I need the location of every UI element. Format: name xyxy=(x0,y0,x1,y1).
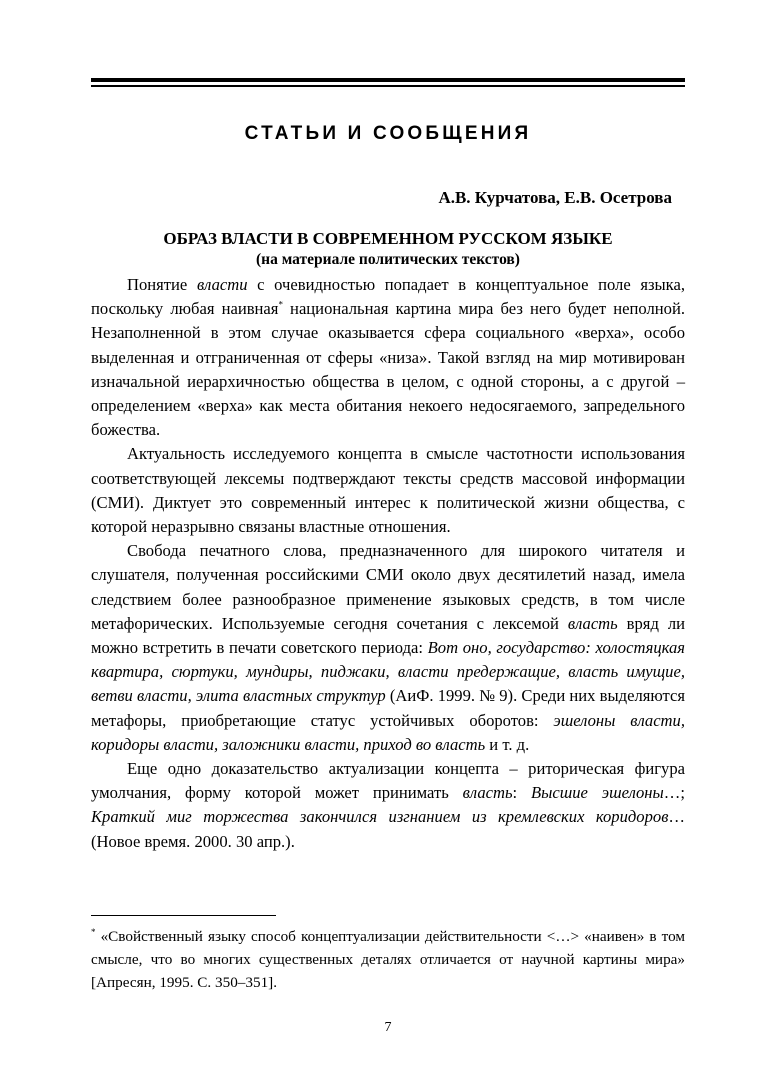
text-run: с очевидностью попадает в концептуальное поле языка, поскольку любая наивная xyxy=(91,275,685,319)
text-run: (АиФ. 1999. № 9). Среди них выделяются метафоры, приобретающие статус устойчивых оборотов: xyxy=(91,686,685,730)
footnote-separator xyxy=(91,915,276,916)
italic-examples: эшелоны власти, коридоры власти, заложники власти, приход во власть xyxy=(91,710,685,754)
text-run: Еще одно доказательство актуализации концепта – риторическая фигура умолчания, форму которой может принимать xyxy=(91,759,685,803)
text-run: Понятие xyxy=(127,275,197,294)
footnote-mark: * xyxy=(91,926,96,937)
footnote-text: «Свойственный языку способ концептуализации действительности <…> «наивен» в том смысле, что во многих существенных деталях отличается от научной картины мира» [Апресян, 1995. С. 350–351]. xyxy=(91,928,685,991)
article-authors: А.В. Курчатова, Е.В. Осетрова xyxy=(438,188,672,207)
paragraph-4 xyxy=(91,757,685,854)
footnote-marker: * xyxy=(278,299,283,310)
text-run: … (Новое время. 2000. 30 апр.). xyxy=(91,807,685,851)
italic-term: власть xyxy=(462,783,513,803)
paragraph-3 xyxy=(91,539,685,757)
article-body xyxy=(91,273,685,854)
text-run: : xyxy=(512,783,531,803)
text-run: вряд ли можно встретить в печати советского периода: xyxy=(91,613,685,658)
text-run: национальная картина мира без него будет неполной. Незаполненной в этом случае оказывается сфера социального «верха», особо выделенная и отграниченная от сферы «низа». Такой взгляд на мир мотивирован изначальной иерархичностью общества в целом, с одной стороны, а с другой – определением «верха» как места обитания некоего недосягаемого, запредельного божества. xyxy=(91,299,685,440)
italic-term: власти xyxy=(196,275,248,294)
text-run: Свобода печатного слова, предназначенного для широкого читателя и слушателя, полученная российскими СМИ около двух десятилетий назад, имела следствием более разнообразное применение языковых средств, в том числе метафорических. Используемые сегодня сочетания с лексемой xyxy=(91,541,685,633)
text-run: …; xyxy=(663,783,685,803)
text-run: и т. д. xyxy=(485,734,530,754)
article-subtitle: (на материале политических текстов) xyxy=(256,251,520,268)
header-rule-thin xyxy=(91,85,685,87)
section-heading: СТАТЬИ И СООБЩЕНИЯ xyxy=(244,123,532,144)
paragraph-2: Актуальность исследуемого концепта в смысле частотности использования соответствующей лексемы подтверждают тексты средств массовой информации (СМИ). Диктует это современный интерес к политической жизни общества, с которой неразрывно связаны властные отношения. xyxy=(91,444,685,537)
article-title: ОБРАЗ ВЛАСТИ В СОВРЕМЕННОМ РУССКОМ ЯЗЫКЕ xyxy=(163,229,613,248)
footnote xyxy=(91,925,685,994)
page-number: 7 xyxy=(384,1020,392,1035)
header-rule-thick xyxy=(91,78,685,82)
italic-quote: Вот оно, государство: холостяцкая квартира, сюртуки, мундиры, пиджаки, власти предержащие, власть имущие, ветви власти, элита властных структур xyxy=(91,638,686,706)
italic-quote: Краткий миг торжества закончился изгнанием из кремлевских коридоров xyxy=(91,807,669,827)
paragraph-1 xyxy=(91,273,685,442)
italic-term: власть xyxy=(567,613,618,633)
italic-quote: Высшие эшелоны xyxy=(530,783,664,803)
